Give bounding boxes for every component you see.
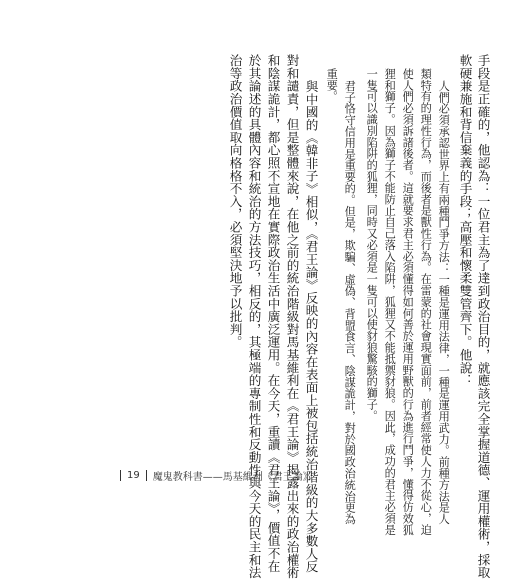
text-column-5: 和陰謀詭計，都心照不宣地在實際政治生活中廣泛運用。在今天，重讀《君王論》，價值不在 — [265, 54, 281, 573]
page-number: 19 — [127, 470, 140, 481]
running-title: 魔鬼教科書——馬基維利《君王論》 — [152, 472, 313, 483]
page-footer — [120, 468, 313, 483]
quote-column-6: 君子恪守信用是重要的。但是，欺騙、虛偽、背盟食言、陰謀詭計，對於國政治統治更為 — [343, 80, 357, 525]
text-column-6: 於其論述的具體內容和統治的方法技巧，相反的，其極端的專制性和反動性與今天的民主和法 — [246, 54, 262, 579]
quote-column-3: 使人們必須訴諸後者。這就要求君主必須懂得如何善於運用野獸的行為進行鬥爭，懂得仿效狐 — [401, 68, 415, 536]
text-column-1: 手段是正確的，他認為：一位君主為了達到政治目的，就應該完全掌握道德、運用權術，採取 — [475, 54, 491, 579]
quote-column-4: 狸和獅子。因為獅子不能防止自己落入陷阱，狐狸又不能抵禦豺狼。因此，成功的君主必須是 — [383, 68, 397, 536]
text-column-2: 軟硬兼施和背信棄義的手段；高壓和懷柔雙管齊下。他說： — [457, 54, 473, 387]
quote-column-5: 一隻可以識別陷阱的狐狸，同時又必須是一隻可以使豺狼驚駭的獅子。 — [365, 68, 379, 422]
text-column-3: 與中國的《韓非子》相似，《君王論》反映的內容在表面上被包括統治階級的大多數人反 — [303, 80, 319, 573]
footer-divider — [120, 470, 121, 481]
quote-column-1: 人們必須承認世界上有兩種鬥爭方法：一種是運用法律，一種是運用武力。前種方法是人 — [437, 80, 451, 525]
quote-column-7: 重要。 — [325, 68, 339, 103]
text-column-4: 對和譴責，但是整體來說，在他之前的統治階級對馬基維利在《君王論》揭露出來的政治權術 — [284, 54, 300, 579]
footer-divider — [146, 470, 147, 481]
text-column-7: 治等政治價值取向格格不入，必須堅決地予以批判。 — [227, 54, 243, 349]
quote-column-2: 類特有的理性行為，而後者是獸性行為。在雷蒙的社會現實面前，前者經常使人力不從心，迫 — [419, 68, 433, 536]
